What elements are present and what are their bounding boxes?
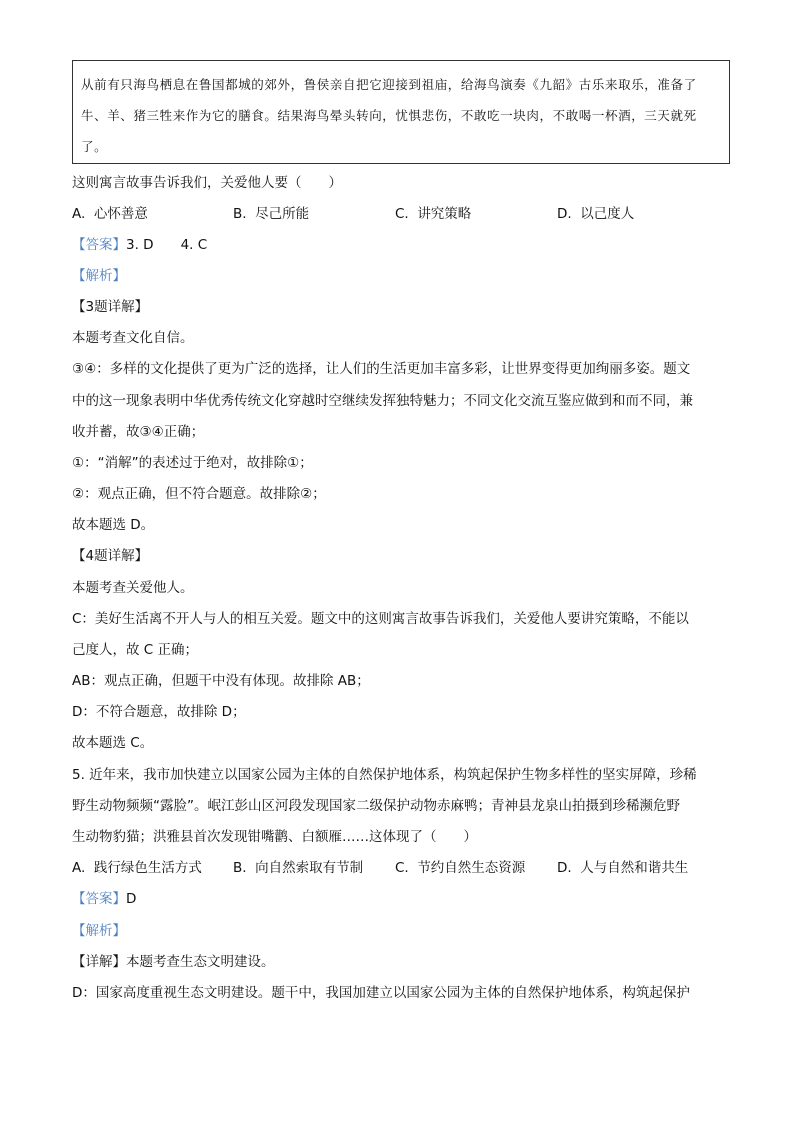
- question-5-stem-line1: 5. 近年来，我市加快建立以国家公园为主体的自然保护地体系，构筑起保护生物多样性的坚实屏障，珍稀: [72, 767, 697, 783]
- question-5-options: [72, 859, 732, 877]
- detail-4-conclusion: 故本题选 C。: [72, 735, 154, 751]
- detail-4-topic: 本题考查关爱他人。: [72, 580, 194, 596]
- detail-4-reason-line1: C：美好生活离不开人与人的相互关爱。题文中的这则寓言故事告诉我们，关爱他人要讲究策略，不能以: [72, 611, 689, 627]
- answer-5-text: D: [126, 891, 137, 907]
- detail-4-exclude-ab: AB：观点正确，但题干中没有体现。故排除 AB；: [72, 673, 370, 689]
- q5-option-d[interactable]: D. 人与自然和谐共生: [557, 860, 689, 876]
- detail-4-reason-line2: 己度人，故 C 正确；: [72, 642, 199, 658]
- detail-3-conclusion: 故本题选 D。: [72, 517, 155, 533]
- detail-4-exclude-d: D：不符合题意，故排除 D；: [72, 704, 246, 720]
- question-5-stem-line3: 生动物豹猫；洪雅县首次发现钳嘴鹳、白额雁……这体现了（ ）: [72, 829, 477, 845]
- question-4-stem: 这则寓言故事告诉我们，关爱他人要（ ）: [72, 175, 342, 191]
- analysis-5-tag: 【解析】: [72, 923, 126, 939]
- detail-3-exclude-1: ①：“消解”的表述过于绝对，故排除①；: [72, 455, 313, 471]
- q4-option-b[interactable]: B. 尽己所能: [233, 206, 310, 222]
- q4-option-d[interactable]: D. 以己度人: [557, 206, 635, 222]
- answer-5-tag: 【答案】: [72, 891, 126, 907]
- answer-5: [72, 890, 722, 908]
- detail-5-reason-line1: D：国家高度重视生态文明建设。题干中，我国加建立以国家公园为主体的自然保护地体系，构筑起保护: [72, 985, 690, 1001]
- fable-passage-box: [72, 60, 730, 164]
- detail-5-topic: [72, 953, 722, 971]
- q5-option-a[interactable]: A. 践行绿色生活方式: [72, 860, 202, 876]
- question-5-stem-line2: 野生动物频频“露脸”。岷江彭山区河段发现国家二级保护动物赤麻鸭；青神县龙泉山拍摄到珍稀濒危野: [72, 798, 680, 814]
- q4-option-a[interactable]: A. 心怀善意: [72, 206, 148, 222]
- question-4-options: [72, 205, 732, 223]
- detail-3-reason-line2: 中的这一现象表明中华优秀传统文化穿越时空继续发挥独特魅力；不同文化交流互鉴应做到和而不同，兼: [72, 393, 693, 409]
- analysis-tag: 【解析】: [72, 268, 126, 284]
- detail-3-topic: 本题考查文化自信。: [72, 330, 194, 346]
- fable-passage-text: 从前有只海鸟栖息在鲁国都城的郊外，鲁侯亲自把它迎接到祖庙，给海鸟演奏《九韶》古乐来取乐，准备了牛、羊、猪三牲来作为它的膳食。结果海鸟晕头转向，忧惧悲伤，不敢吃一块肉，不敢喝一杯酒，三天就死了。: [81, 77, 697, 154]
- detail-3-reason-line1: ③④：多样的文化提供了更为广泛的选择，让人们的生活更加丰富多彩，让世界变得更加绚丽多姿。题文: [72, 361, 691, 377]
- detail-3-exclude-2: ②：观点正确，但不符合题意。故排除②；: [72, 486, 326, 502]
- q4-option-c[interactable]: C. 讲究策略: [395, 206, 472, 222]
- q5-option-c[interactable]: C. 节约自然生态资源: [395, 860, 526, 876]
- detail-4-heading: 【4题详解】: [72, 548, 149, 564]
- detail-5-topic-text: 本题考查生态文明建设。: [126, 954, 275, 970]
- answer-3-4: [72, 236, 722, 254]
- answer-text: 3. D 4. C: [126, 237, 208, 253]
- answer-tag: 【答案】: [72, 237, 126, 253]
- detail-5-tag: 【详解】: [72, 954, 126, 970]
- q5-option-b[interactable]: B. 向自然索取有节制: [233, 860, 364, 876]
- detail-3-reason-line3: 收并蓄，故③④正确；: [72, 424, 205, 440]
- detail-3-heading: 【3题详解】: [72, 299, 149, 315]
